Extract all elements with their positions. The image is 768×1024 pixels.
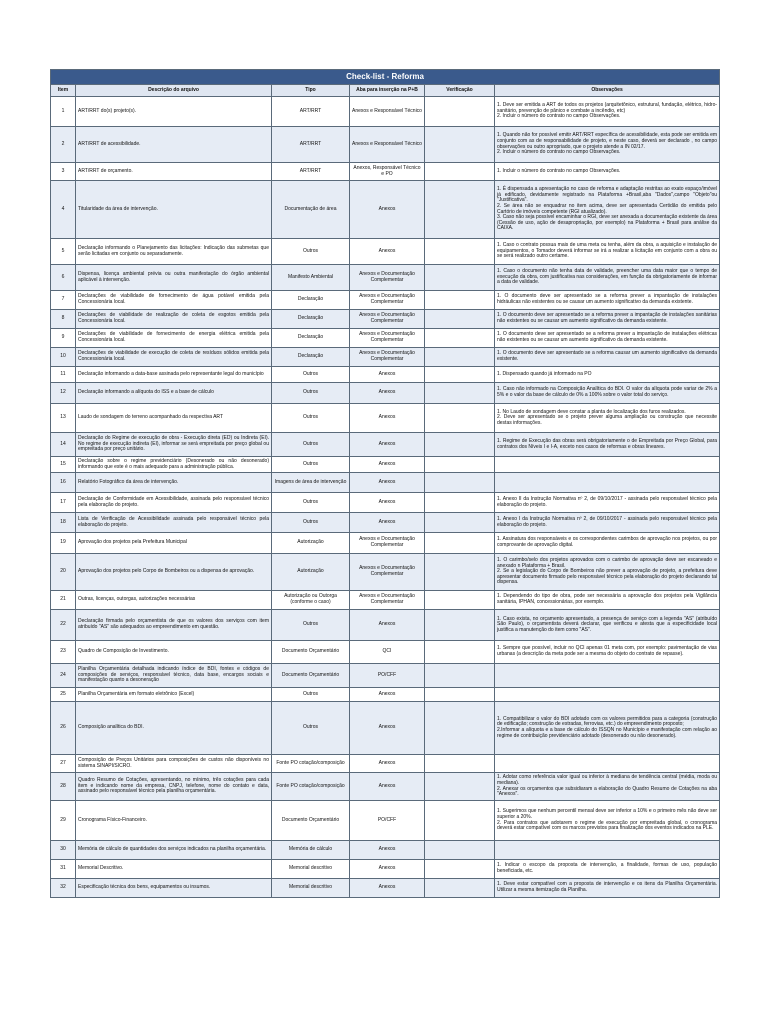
cell-aba: Anexos e Documentação Complementar	[350, 554, 425, 591]
cell-observacoes	[495, 348, 720, 367]
cell-verificacao	[425, 664, 495, 688]
table-row	[51, 457, 720, 473]
cell-descricao: Outras, licenças, outorgas, autorizações necessárias	[76, 591, 272, 610]
cell-item: 16	[51, 473, 76, 493]
table-row	[51, 860, 720, 879]
cell-tipo: Outros	[272, 404, 350, 433]
cell-tipo: Documentação de área	[272, 181, 350, 239]
table-row	[51, 513, 720, 533]
header-item: Item	[51, 85, 76, 97]
observacao-line: 1. O documento deve ser apresentado se a reforma causar um aumento significativo da demanda existente.	[497, 350, 718, 362]
cell-verificacao	[425, 513, 495, 533]
observacao-line: 1. Dispensado quando já informado na PO	[497, 370, 592, 377]
cell-aba: Anexos e Responsável Técnico	[350, 127, 425, 163]
cell-item: 15	[51, 457, 76, 473]
cell-tipo: Autorização	[272, 554, 350, 591]
cell-item: 30	[51, 841, 76, 860]
observacao-line: 1. Incluir o número do contrato no campo Observações.	[497, 167, 621, 174]
cell-descricao: Declarações de viabilidade de realização de coleta de esgotos emitida pela Concessionária local.	[76, 310, 272, 329]
table-row	[51, 310, 720, 329]
cell-descricao: Planilha Orçamentária detalhada indicando índice de BDI, fontes e códigos de composições de serviços, responsável técnico, data base, encargos sociais e manifestação quanto a desoneração	[76, 664, 272, 688]
table-body	[51, 97, 720, 898]
cell-observacoes	[495, 239, 720, 265]
header-tipo: Tipo	[272, 85, 350, 97]
cell-aba: Anexos	[350, 688, 425, 702]
cell-descricao: Laudo de sondagem do terreno acompanhado da respectiva ART	[76, 404, 272, 433]
cell-item: 1	[51, 97, 76, 127]
cell-verificacao	[425, 367, 495, 383]
table-row	[51, 554, 720, 591]
cell-observacoes	[495, 127, 720, 163]
cell-tipo: Declaração	[272, 348, 350, 367]
cell-observacoes	[495, 801, 720, 841]
cell-aba: Anexos e Documentação Complementar	[350, 329, 425, 348]
cell-tipo: ART/RRT	[272, 163, 350, 181]
cell-tipo: Memorial descritivo	[272, 860, 350, 879]
cell-observacoes	[495, 367, 720, 383]
cell-item: 19	[51, 533, 76, 554]
cell-aba: PO/CFF	[350, 664, 425, 688]
cell-tipo: ART/RRT	[272, 97, 350, 127]
cell-aba: Anexos e Documentação Complementar	[350, 265, 425, 291]
cell-tipo: Outros	[272, 239, 350, 265]
cell-tipo: Documento Orçamentário	[272, 801, 350, 841]
cell-tipo: Fonte PO cotação/composição	[272, 755, 350, 773]
cell-observacoes	[495, 163, 720, 181]
cell-aba: Anexos	[350, 702, 425, 755]
table-row	[51, 239, 720, 265]
cell-descricao: Declaração informando a data-base assinada pelo representante legal do município	[76, 367, 272, 383]
observacao-line: 1. Regime de Execução das obras será obrigatoriamente o de Empreitada por Preço Global, para contratos dos Níveis I e I-A, exceto nos casos de reformas e obras lineares.	[497, 437, 718, 450]
observacao-line: 2.Informar a alíquota e a base de cálculo do ISSQN no Município e manifestação com relação ao regime de contribuição previdenciário adotado (desonerado ou não desonerado).	[497, 727, 718, 739]
cell-observacoes	[495, 310, 720, 329]
header-verificacao: Verificação	[425, 85, 495, 97]
table-row	[51, 773, 720, 801]
cell-item: 26	[51, 702, 76, 755]
observacao-line: 2. Deve ser apresentado se o projeto prever alguma ampliação ou construção que necessite destas informações.	[497, 414, 718, 426]
cell-verificacao	[425, 591, 495, 610]
cell-verificacao	[425, 291, 495, 310]
table-row	[51, 702, 720, 755]
cell-descricao: Declarações de viabilidade de fornecimento de energia elétrica emitida pela Concessionária local.	[76, 329, 272, 348]
cell-verificacao	[425, 554, 495, 591]
cell-verificacao	[425, 457, 495, 473]
cell-descricao: Especificação técnica dos bens, equipamentos ou insumos.	[76, 879, 272, 898]
cell-descricao: Lista de Verificação de Acessibilidade assinada pelo responsável técnico pela elaboração do projeto.	[76, 513, 272, 533]
cell-aba: Anexos e Documentação Complementar	[350, 310, 425, 329]
cell-descricao: Declaração informando o Planejamento das licitações: Indicação das submetas que serão licitadas em conjunto ou separadamente.	[76, 239, 272, 265]
cell-aba: Anexos	[350, 493, 425, 513]
cell-observacoes	[495, 265, 720, 291]
table-row	[51, 493, 720, 513]
table-row	[51, 383, 720, 404]
cell-aba: Anexos	[350, 404, 425, 433]
cell-descricao: Planilha Orçamentária em formato eletrônico (Excel)	[76, 688, 272, 702]
cell-tipo: Outros	[272, 688, 350, 702]
cell-item: 27	[51, 755, 76, 773]
observacao-line: 2. Anexar os orçamentos que subsidiaram a elaboração do Quadro Resumo de Cotações na aba "Anexos".	[497, 785, 718, 798]
checklist-sheet	[50, 69, 719, 898]
cell-descricao: Dispensa, licença ambiental prévia ou outra manifestação do órgão ambiental aplicável à intervenção.	[76, 265, 272, 291]
cell-verificacao	[425, 329, 495, 348]
cell-observacoes	[495, 473, 720, 493]
cell-verificacao	[425, 181, 495, 239]
cell-observacoes	[495, 97, 720, 127]
table-row	[51, 348, 720, 367]
cell-item: 7	[51, 291, 76, 310]
cell-aba: Anexos e Responsável Técnico	[350, 97, 425, 127]
cell-tipo: Outros	[272, 383, 350, 404]
cell-aba: Anexos	[350, 773, 425, 801]
cell-verificacao	[425, 879, 495, 898]
cell-item: 31	[51, 860, 76, 879]
cell-descricao: Declaração sobre o regime previdenciário (Desonerado ou não desonerado) informando que este é o mais adequado para a administração pública.	[76, 457, 272, 473]
cell-aba: Anexos e Documentação Complementar	[350, 533, 425, 554]
table-row	[51, 879, 720, 898]
cell-item: 6	[51, 265, 76, 291]
cell-tipo: Imagens de área de intervenção	[272, 473, 350, 493]
cell-descricao: Declaração de Conformidade em Acessibilidade, assinada pelo responsável técnico pela elaboração do projeto.	[76, 493, 272, 513]
cell-aba: Anexos	[350, 367, 425, 383]
table-row	[51, 433, 720, 457]
cell-verificacao	[425, 383, 495, 404]
cell-descricao: Aprovação dos projetos pelo Corpo de Bombeiros ou a dispensa de aprovação.	[76, 554, 272, 591]
cell-item: 2	[51, 127, 76, 163]
observacao-line: 1. O documento deve ser apresentado se a reforma prever a impantação de instalações elétricas não existentes ou se causar um aumento significativo da demanda existente.	[497, 331, 718, 343]
cell-verificacao	[425, 801, 495, 841]
cell-observacoes	[495, 513, 720, 533]
cell-item: 9	[51, 329, 76, 348]
cell-descricao: Memorial Descritivo.	[76, 860, 272, 879]
cell-item: 13	[51, 404, 76, 433]
observacao-line: 1. Compatibilizar o valor do BDI adotado com os valores permitidos para a categoria (construção de edificação; construção de estradas, ferrovias, etc.) do empreendimento proposto;	[497, 715, 718, 728]
cell-observacoes	[495, 860, 720, 879]
table-row	[51, 367, 720, 383]
observacao-line: 1. Caso o contrato possua mais de uma meta ou tenha, além da obra, a aquisição e instalação de equipamentos, o Tomador deverá informar se irá a realizar a licitação em conjunto com a obra ou se será realizado outro certame.	[497, 242, 718, 260]
table-row	[51, 610, 720, 641]
cell-item: 23	[51, 641, 76, 664]
cell-observacoes	[495, 554, 720, 591]
cell-descricao: Cronograma Físico-Financeiro.	[76, 801, 272, 841]
cell-descricao: ART/RRT do(s) projeto(s).	[76, 97, 272, 127]
table-row	[51, 181, 720, 239]
cell-tipo: Outros	[272, 493, 350, 513]
cell-verificacao	[425, 433, 495, 457]
cell-aba: QCI	[350, 641, 425, 664]
table-row	[51, 533, 720, 554]
cell-descricao: Aprovação dos projetos pela Prefeitura Municipal	[76, 533, 272, 554]
cell-item: 18	[51, 513, 76, 533]
cell-tipo: Outros	[272, 610, 350, 641]
cell-observacoes	[495, 664, 720, 688]
cell-observacoes	[495, 773, 720, 801]
cell-tipo: Outros	[272, 433, 350, 457]
table-row	[51, 473, 720, 493]
cell-item: 20	[51, 554, 76, 591]
observacao-line: 1. Quando não for possível emitir ART/RRT específica de acessibilidade, esta pode ser emitida em conjunto com as de responsabilidade de projeto, e neste caso, deverá ser declarado , no campo observações ou outro apropriado, que o projeto atende a IN 02/17.	[497, 132, 718, 150]
cell-item: 14	[51, 433, 76, 457]
cell-tipo: Outros	[272, 367, 350, 383]
cell-observacoes	[495, 641, 720, 664]
cell-item: 5	[51, 239, 76, 265]
observacao-line: 1. O carimbo/selo dos projetos aprovados com o carimbo de aprovação deve ser escaneado e anexado n Plataforma + Brasil.	[497, 557, 718, 569]
table-row	[51, 591, 720, 610]
observacao-line: 1. Anexo I da Instrução Normativa nº 2, de 09/10/2017 - assinada pelo responsável técnico pela elaboração do projeto.	[497, 515, 718, 528]
cell-verificacao	[425, 755, 495, 773]
observacao-line: 2. Se área não se enquadrar no item acima, deve ser apresentada Certidão do emitida pelo Cartório de imóveis competente (RGI atualizado).	[497, 202, 718, 215]
cell-verificacao	[425, 688, 495, 702]
cell-item: 4	[51, 181, 76, 239]
cell-aba: Anexos e Documentação Complementar	[350, 291, 425, 310]
cell-aba: Anexos e Documentação Complementar	[350, 348, 425, 367]
cell-aba: Anexos	[350, 473, 425, 493]
cell-observacoes	[495, 879, 720, 898]
observacao-line: 1. O documento deve ser apresentado se a reforma prever a impantação de instalações sanitárias não existentes ou se causar um aumento significativo da demanda existente.	[497, 312, 718, 324]
observacao-line: 1. Sempre que possível, incluir no QCI apenas 01 meta com, por exemplo: pavimentação de vias urbanas (a descrição da meta pode ser a mesma do objeto do contrato de repasse).	[497, 645, 718, 657]
cell-verificacao	[425, 473, 495, 493]
cell-verificacao	[425, 310, 495, 329]
observacao-line: 1. No Laudo de sondagem deve constar a planta de localização dos furos realizados.	[497, 408, 686, 415]
header-aba: Aba para inserção na P+B	[350, 85, 425, 97]
observacao-line: 1. Caso não informado na Composição Analítica do BDI. O valor da alíquota pode variar de 2% a 5% e o valor da base de cálculo de 0% a 100% sobre o valor total do serviço.	[497, 386, 718, 398]
cell-tipo: Autorização ou Outorga (conforme o caso)	[272, 591, 350, 610]
cell-item: 25	[51, 688, 76, 702]
cell-aba: Anexos	[350, 457, 425, 473]
cell-observacoes	[495, 533, 720, 554]
cell-verificacao	[425, 163, 495, 181]
cell-tipo: Memorial descritivo	[272, 879, 350, 898]
cell-item: 3	[51, 163, 76, 181]
cell-observacoes	[495, 383, 720, 404]
cell-observacoes	[495, 688, 720, 702]
table-row	[51, 163, 720, 181]
cell-tipo: Memória de cálculo	[272, 841, 350, 860]
cell-aba: Anexos e Documentação Complementar	[350, 591, 425, 610]
table-row	[51, 265, 720, 291]
cell-verificacao	[425, 239, 495, 265]
cell-descricao: ART/RRT de acessibilidade.	[76, 127, 272, 163]
cell-verificacao	[425, 860, 495, 879]
cell-verificacao	[425, 493, 495, 513]
cell-descricao: Declarações de viabilidade de fornecimento de água potável emitida pela Concessionária local.	[76, 291, 272, 310]
observacao-line: 3. Caso não seja possível encaminhar o RGI, deve ser anexada a documentação existente da área (Cessão de uso, ação de desapropriação, por exemplo) na Plataforma + Brasil para análise da CAIXA.	[497, 214, 718, 232]
cell-descricao: Composição de Preços Unitários para composições de custos não disponíveis no sistema SINAPI/SICRO.	[76, 755, 272, 773]
cell-descricao: Declarações de viabilidade de execução de coleta de resíduos sólidos emitida pela Concessionária local.	[76, 348, 272, 367]
observacao-line: 1. Indicar o escopo da proposta de intervenção, a finalidade, formas de uso, população beneficiada, etc.	[497, 862, 718, 874]
cell-verificacao	[425, 97, 495, 127]
header-observacoes: Observações	[495, 85, 720, 97]
observacao-line: 2. Se a legislação do Corpo de Bombeiros não prever a aprovação de projeto, a prefeitura deve apresentar documento firmado pelo responsável técnico pela elaboração do projeto declarando tal dispensa.	[497, 568, 718, 586]
cell-observacoes	[495, 591, 720, 610]
cell-observacoes	[495, 610, 720, 641]
cell-observacoes	[495, 181, 720, 239]
header-descricao: Descrição do arquivo	[76, 85, 272, 97]
cell-aba: Anexos	[350, 181, 425, 239]
observacao-line: 1. É dispensada a apresentação no caso de reforma e adaptação restritas ao exato espaço/imóvel já edificado, devidamente registrado na Plataforma +Brasil,aba "Dados",campo "Objeto"ou "Justificativa".	[497, 186, 718, 204]
table-row	[51, 841, 720, 860]
cell-verificacao	[425, 641, 495, 664]
cell-tipo: Autorização	[272, 533, 350, 554]
cell-aba: Anexos	[350, 860, 425, 879]
table-row	[51, 127, 720, 163]
cell-tipo: Documento Orçamentário	[272, 664, 350, 688]
cell-descricao: Declaração informando a alíquota do ISS e a base de cálculo	[76, 383, 272, 404]
cell-tipo: Outros	[272, 457, 350, 473]
cell-aba: Anexos	[350, 239, 425, 265]
observacao-line: 1. Deve ser emitida a ART de todos os projetos (arquitetônico, estrutural, fundação, elétrico, hidro-sanitário, prevenção de pânico e combate a incêndio, etc)	[497, 102, 718, 114]
observacao-line: 1. O documento deve ser apresentado se a reforma prever a impantação de instalações hidráulicas não existentes ou se causar um aumento significativo da demanda existente.	[497, 293, 718, 305]
cell-item: 17	[51, 493, 76, 513]
cell-item: 21	[51, 591, 76, 610]
cell-tipo: Manifesto Ambiental	[272, 265, 350, 291]
cell-observacoes	[495, 702, 720, 755]
table-row	[51, 688, 720, 702]
cell-descricao: Composição analítica do BDI.	[76, 702, 272, 755]
cell-item: 32	[51, 879, 76, 898]
cell-aba: Anexos	[350, 383, 425, 404]
observacao-line: 1. Anexo II da Instrução Normativa nº 2, de 09/10/2017 - assinada pelo responsável técnico pela elaboração do projeto.	[497, 495, 718, 508]
cell-item: 22	[51, 610, 76, 641]
cell-aba: PO/CFF	[350, 801, 425, 841]
cell-verificacao	[425, 773, 495, 801]
cell-item: 11	[51, 367, 76, 383]
table-row	[51, 801, 720, 841]
cell-aba: Anexos	[350, 879, 425, 898]
cell-observacoes	[495, 841, 720, 860]
cell-tipo: Outros	[272, 702, 350, 755]
cell-verificacao	[425, 348, 495, 367]
cell-observacoes	[495, 493, 720, 513]
cell-item: 8	[51, 310, 76, 329]
cell-tipo: Declaração	[272, 310, 350, 329]
sheet-title: Check-list - Reforma	[51, 70, 720, 85]
cell-item: 24	[51, 664, 76, 688]
cell-item: 12	[51, 383, 76, 404]
cell-item: 10	[51, 348, 76, 367]
cell-verificacao	[425, 841, 495, 860]
observacao-line: 1. Caso exista, no orçamento apresentado, a presença de serviço com a legenda "AS" (atribuído São Paulo), o orçamentista deverá declarar, que verificou e atesta que a especificidade local justifica a manutenção do item como "AS".	[497, 615, 718, 633]
cell-aba: Anexos	[350, 610, 425, 641]
cell-observacoes	[495, 755, 720, 773]
cell-descricao: Quadro de Composição de Investimento.	[76, 641, 272, 664]
table-row	[51, 291, 720, 310]
cell-tipo: Fonte PO cotação/composição	[272, 773, 350, 801]
observacao-line: 1. Dependendo do tipo de obra, pode ser necessária a aprovação dos projetos pela Vigilância sanitária, IPHAN, concessionárias, por exemplo.	[497, 593, 718, 605]
cell-tipo: Declaração	[272, 291, 350, 310]
table-row	[51, 329, 720, 348]
cell-observacoes	[495, 433, 720, 457]
cell-verificacao	[425, 404, 495, 433]
cell-observacoes	[495, 291, 720, 310]
cell-verificacao	[425, 127, 495, 163]
checklist-table	[50, 69, 720, 898]
cell-verificacao	[425, 533, 495, 554]
table-row	[51, 664, 720, 688]
cell-aba: Anexos	[350, 841, 425, 860]
table-row	[51, 755, 720, 773]
observacao-line: 2. Para contratos que adotarem o regime de execução por empreitada global, o cronograma deverá estar compatível com os marcos previstos para finalização dos eventos indicados na PLE.	[497, 819, 718, 832]
cell-descricao: Quadro Resumo de Cotações, apresentando, no mínimo, três cotações para cada item e indicando nome da empresa, CNPJ, telefone, nome do contato e data, assinado pelo responsável técnico pela planilha orçamentária.	[76, 773, 272, 801]
cell-aba: Anexos	[350, 433, 425, 457]
observacao-line: 1. Assinatura dos responsáveis e os correspondentes carimbos de aprovação nos projetos, ou por comprovante de aprovação digital.	[497, 536, 718, 548]
observacao-line: 1. Caso o documento não tenha data de validade, preencher uma data maior que o tempo de execução da obra, com justificativa nas considerações, em função da obrigatoriamente de informar a data de validade.	[497, 268, 718, 286]
cell-observacoes	[495, 457, 720, 473]
cell-descricao: Declaração do Regime de execução de obra - Execução direta (ED) ou Indireta (EI). No regime de execução indireta (EI), informar se será empreitada por preço global ou empreitada por preço unitário.	[76, 433, 272, 457]
cell-descricao: Relatório Fotográfico da área de intervenção.	[76, 473, 272, 493]
cell-tipo: Declaração	[272, 329, 350, 348]
cell-descricao: Memória de cálculo de quantidades dos serviços indicados na planilha orçamentária.	[76, 841, 272, 860]
cell-aba: Anexos	[350, 513, 425, 533]
cell-aba: Anexos, Responsável Técnico e PO	[350, 163, 425, 181]
cell-observacoes	[495, 329, 720, 348]
observacao-line: 1. Sugerimos que nenhum percentil mensal deve ser inferior a 10% e o primeiro mês não deve ser superior a 20%.	[497, 808, 718, 820]
table-row	[51, 404, 720, 433]
observacao-line: 1. Adotar como referência valor igual ou inferior à mediana de tendência central (média, moda ou mediana).	[497, 774, 718, 786]
cell-observacoes	[495, 404, 720, 433]
cell-descricao: Titularidade da área de intervenção.	[76, 181, 272, 239]
cell-item: 28	[51, 773, 76, 801]
cell-descricao: ART/RRT de orçamento.	[76, 163, 272, 181]
cell-tipo: Outros	[272, 513, 350, 533]
cell-tipo: ART/RRT	[272, 127, 350, 163]
table-row	[51, 97, 720, 127]
cell-descricao: Declaração firmada pelo orçamentista de que os valores dos serviços com item atribuído "AS" são adequados ao empreendimento em questão.	[76, 610, 272, 641]
cell-verificacao	[425, 265, 495, 291]
cell-aba: Anexos	[350, 755, 425, 773]
cell-item: 29	[51, 801, 76, 841]
observacao-line: 2. Incluir o número do contrato no campo Observações.	[497, 113, 621, 120]
cell-tipo: Documento Orçamentário	[272, 641, 350, 664]
observacao-line: 1. Deve estar compatível com a proposta de intervenção e os itens da Planilha Orçamentária. Utilizar a mesma itemização da Planilha.	[497, 881, 718, 893]
table-row	[51, 641, 720, 664]
cell-verificacao	[425, 702, 495, 755]
observacao-line: 2. Incluir o número do contrato no campo Observações.	[497, 149, 621, 156]
cell-verificacao	[425, 610, 495, 641]
